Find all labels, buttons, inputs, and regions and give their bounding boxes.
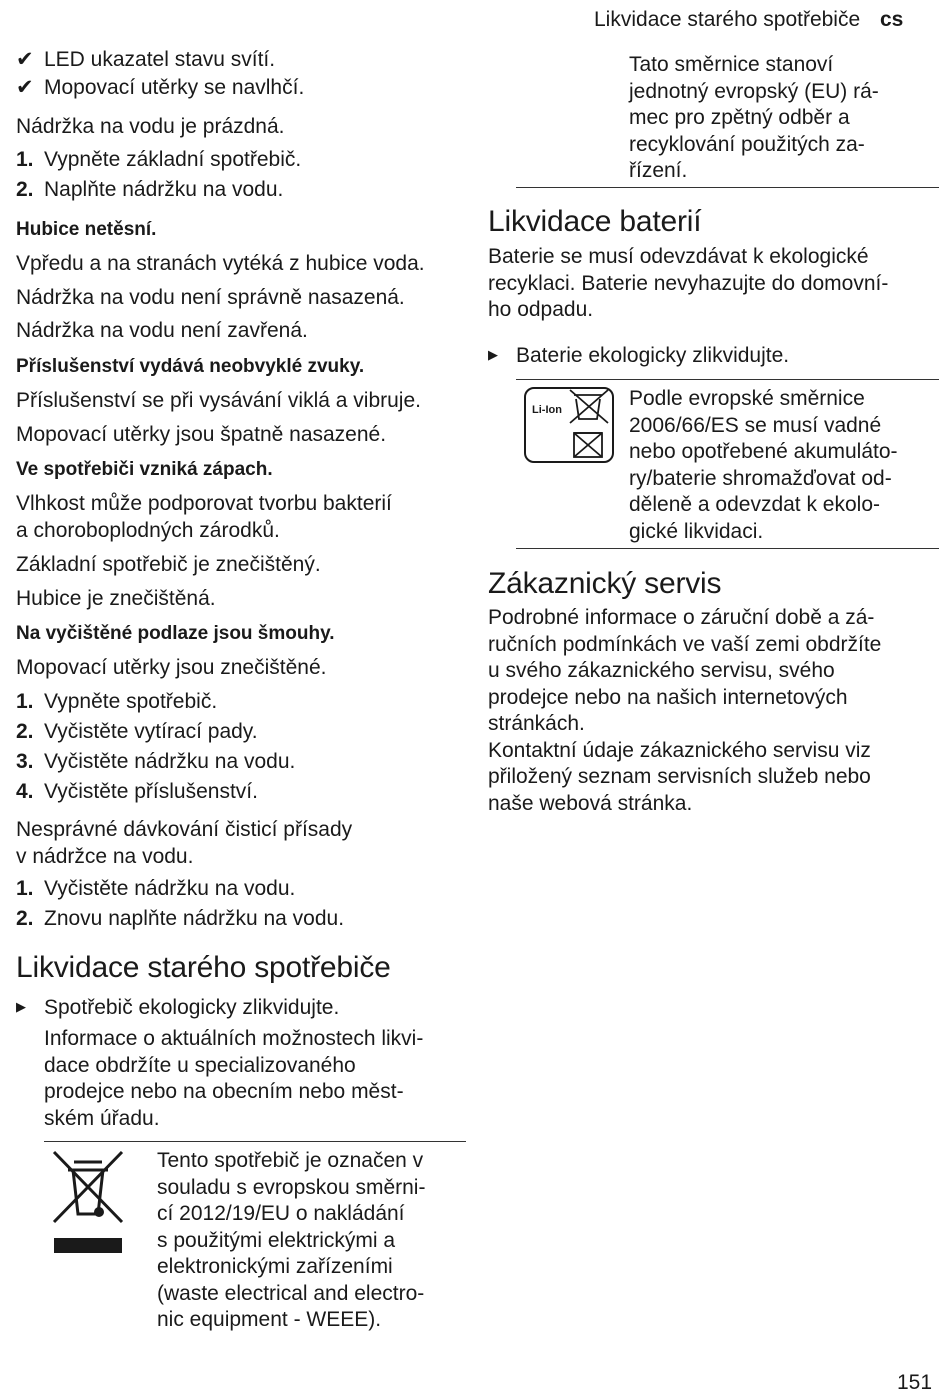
header-lang: cs	[880, 8, 904, 31]
problem-heading: Příslušenství vydává neobvyklé zvuky.	[16, 356, 365, 377]
check-item: ✔ Mopovací utěrky se navlhčí.	[16, 75, 304, 102]
section-heading: Likvidace baterií	[488, 205, 702, 238]
step-number: 1.	[16, 148, 34, 171]
cause-text: Nesprávné dávkování čisticí přísady v nádržce na vodu.	[16, 818, 353, 868]
action-item: ▶ Baterie ekologicky zlikvidujte.	[488, 344, 790, 367]
divider	[516, 187, 939, 188]
section-heading: Likvidace starého spotřebiče	[16, 951, 391, 984]
problem-heading: Na vyčištěné podlaze jsou šmouhy.	[16, 623, 335, 644]
step-item: 2. Vyčistěte vytírací pady.	[16, 719, 258, 746]
cause-text: Nádržka na vodu není správně nasazená.	[16, 286, 405, 309]
step-number: 2.	[16, 178, 34, 201]
section-heading: Zákaznický servis	[488, 567, 722, 600]
check-item: ✔ LED ukazatel stavu svítí.	[16, 47, 275, 74]
step-number: 2.	[16, 907, 34, 930]
info-paragraph: Podrobné informace o záruční době a zá- ručních podmínkách ve vaší zemi obdržíte u svého zákaznického servisu, svého prodejce nebo na našich internetových stránkách. Kontaktní údaje zákaznického servisu viz přiložený seznam servisních služeb nebo naše webová stránka.	[488, 606, 882, 815]
weee-notice: Tento spotřebič je označen v souladu s evropskou směrni- cí 2012/19/EU o nakládání s použitými elektrickými a elektronickými zařízeními (waste electrical and electro- nic equipment - WEEE).	[157, 1149, 426, 1331]
step-number: 1.	[16, 690, 34, 713]
cause-text: Základní spotřebič je znečištěný.	[16, 553, 321, 576]
step-number: 2.	[16, 720, 34, 743]
step-item: 1. Vypněte základní spotřebič.	[16, 147, 301, 174]
step-item: 1. Vyčistěte nádržku na vodu.	[16, 876, 295, 903]
step-item: 2. Znovu naplňte nádržku na vodu.	[16, 906, 344, 933]
step-number: 4.	[16, 780, 34, 803]
cause-text: Nádržka na vodu není zavřená.	[16, 319, 308, 342]
step-number: 3.	[16, 750, 34, 773]
step-item: 1. Vypněte spotřebič.	[16, 689, 217, 716]
running-header	[594, 7, 903, 34]
problem-heading: Ve spotřebiči vzniká zápach.	[16, 459, 273, 480]
page-number: 151	[897, 1371, 933, 1394]
battery-disposal-icon	[524, 387, 614, 463]
step-item: 2. Naplňte nádržku na vodu.	[16, 177, 283, 204]
cause-text: Vpředu a na stranách vytéká z hubice voda.	[16, 252, 425, 275]
step-number: 1.	[16, 877, 34, 900]
checkmark-icon: ✔	[16, 48, 34, 71]
cause-text: Mopovací utěrky jsou znečištěné.	[16, 656, 327, 679]
cause-text: Mopovací utěrky jsou špatně nasazené.	[16, 423, 387, 446]
weee-notice-continued: Tato směrnice stanoví jednotný evropský (EU) rá- mec pro zpětný odběr a recyklování použitých za- řízení.	[629, 53, 879, 182]
problem-heading: Hubice netěsní.	[16, 219, 157, 240]
cause-text: Nádržka na vodu je prázdná.	[16, 115, 285, 138]
step-item: 4. Vyčistěte příslušenství.	[16, 779, 258, 806]
info-paragraph: Baterie se musí odevzdávat k ekologické recyklaci. Baterie nevyhazujte do domovní- ho odpadu.	[488, 245, 889, 321]
crossed-bin-icon	[50, 1148, 126, 1256]
battery-icon-label: Li-Ion	[532, 404, 562, 416]
battery-notice: Podle evropské směrnice 2006/66/ES se musí vadné nebo opotřebené akumuláto- ry/baterie shromažďovat od- děleně a odevzdat k ekolo- gické likvidaci.	[629, 387, 898, 543]
divider	[516, 379, 939, 380]
info-paragraph: Informace o aktuálních možnostech likvi- dace obdržíte u specializovaného prodejce nebo na obecním nebo měst- ském úřadu.	[44, 1027, 424, 1130]
cause-text: Vlhkost může podporovat tvorbu bakterií a choroboplodných zárodků.	[16, 492, 392, 542]
arrow-right-icon: ▶	[16, 999, 26, 1014]
divider	[44, 1141, 466, 1142]
divider	[516, 548, 939, 549]
action-item: ▶ Spotřebič ekologicky zlikvidujte.	[16, 996, 340, 1019]
arrow-right-icon: ▶	[488, 347, 498, 362]
step-item: 3. Vyčistěte nádržku na vodu.	[16, 749, 295, 776]
header-title: Likvidace starého spotřebiče	[594, 8, 861, 31]
cause-text: Příslušenství se při vysávání viklá a vibruje.	[16, 389, 421, 412]
checkmark-icon: ✔	[16, 76, 34, 99]
cause-text: Hubice je znečištěná.	[16, 587, 216, 610]
